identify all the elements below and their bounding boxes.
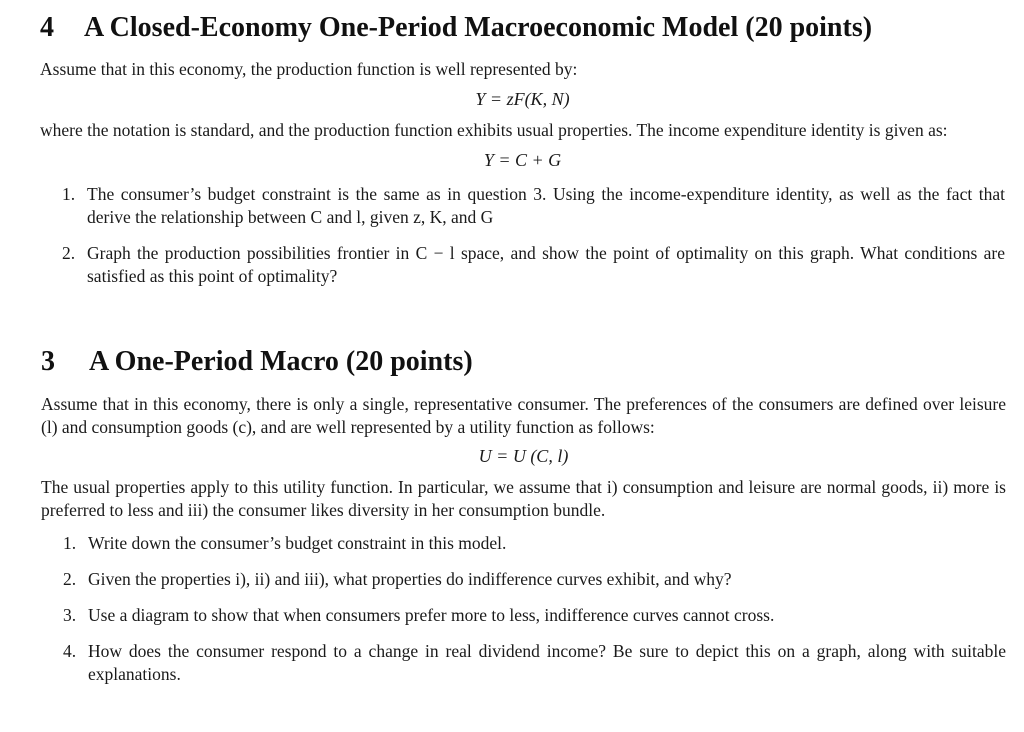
section-3-equation-1: U = U (C, l) — [478, 446, 569, 466]
section-4-question — [40, 183, 1005, 229]
question-number: 1. — [63, 533, 77, 553]
section-3-question — [41, 532, 1006, 555]
question-number: 1. — [62, 184, 76, 204]
section-4-equation-1: Y = zF(K, N) — [475, 89, 570, 109]
section-4-text-2: where the notation is standard, and the production function exhibits usual properties. The income expenditure identity is given as: — [40, 120, 948, 140]
question-number: 4. — [63, 641, 77, 661]
section-3-intro: Assume that in this economy, there is only a single, representative consumer. The preferences of the consumers are defined over leisure (l) and consumption goods (c), and are well represented by a utility function as follows: — [41, 394, 1006, 437]
section-4-equation-2: Y = C + G — [483, 150, 562, 170]
section-4 — [40, 12, 1005, 288]
section-4-number: 4 — [40, 12, 54, 43]
question-text: Use a diagram to show that when consumers prefer more to less, indifference curves cannot cross. — [88, 605, 775, 625]
question-number: 2. — [62, 243, 76, 263]
section-3-title: A One-Period Macro (20 points) — [89, 346, 473, 377]
question-number: 2. — [63, 569, 77, 589]
question-number: 3. — [63, 605, 77, 625]
question-text: Graph the production possibilities frontier in C − l space, and show the point of optimality on this graph. What conditions are satisfied as this point of optimality? — [87, 243, 1005, 286]
section-3-heading — [41, 346, 1006, 378]
section-3-question — [41, 604, 1006, 627]
section-3-text-2: The usual properties apply to this utility function. In particular, we assume that i) consumption and leisure are normal goods, ii) more is preferred to less and iii) the consumer likes diversity in her consumption bundle. — [41, 477, 1006, 520]
section-4-title: A Closed-Economy One-Period Macroeconomic Model (20 points) — [84, 12, 873, 43]
section-4-intro: Assume that in this economy, the production function is well represented by: — [40, 59, 578, 79]
section-4-question — [40, 242, 1005, 288]
section-3-questions — [41, 532, 1006, 686]
section-4-heading — [40, 12, 1005, 44]
section-3-question — [41, 568, 1006, 591]
question-text: Write down the consumer’s budget constraint in this model. — [88, 533, 507, 553]
section-3-number: 3 — [41, 346, 55, 377]
question-text: How does the consumer respond to a change in real dividend income? Be sure to depict this on a graph, along with suitable explanations. — [88, 641, 1006, 684]
section-3 — [41, 346, 1006, 686]
section-4-questions — [40, 183, 1005, 288]
question-text: Given the properties i), ii) and iii), what properties do indifference curves exhibit, and why? — [88, 569, 732, 589]
question-text: The consumer’s budget constraint is the same as in question 3. Using the income-expenditure identity, as well as the fact that derive the relationship between C and l, given z, K, and G — [87, 184, 1005, 227]
section-3-question — [41, 640, 1006, 686]
